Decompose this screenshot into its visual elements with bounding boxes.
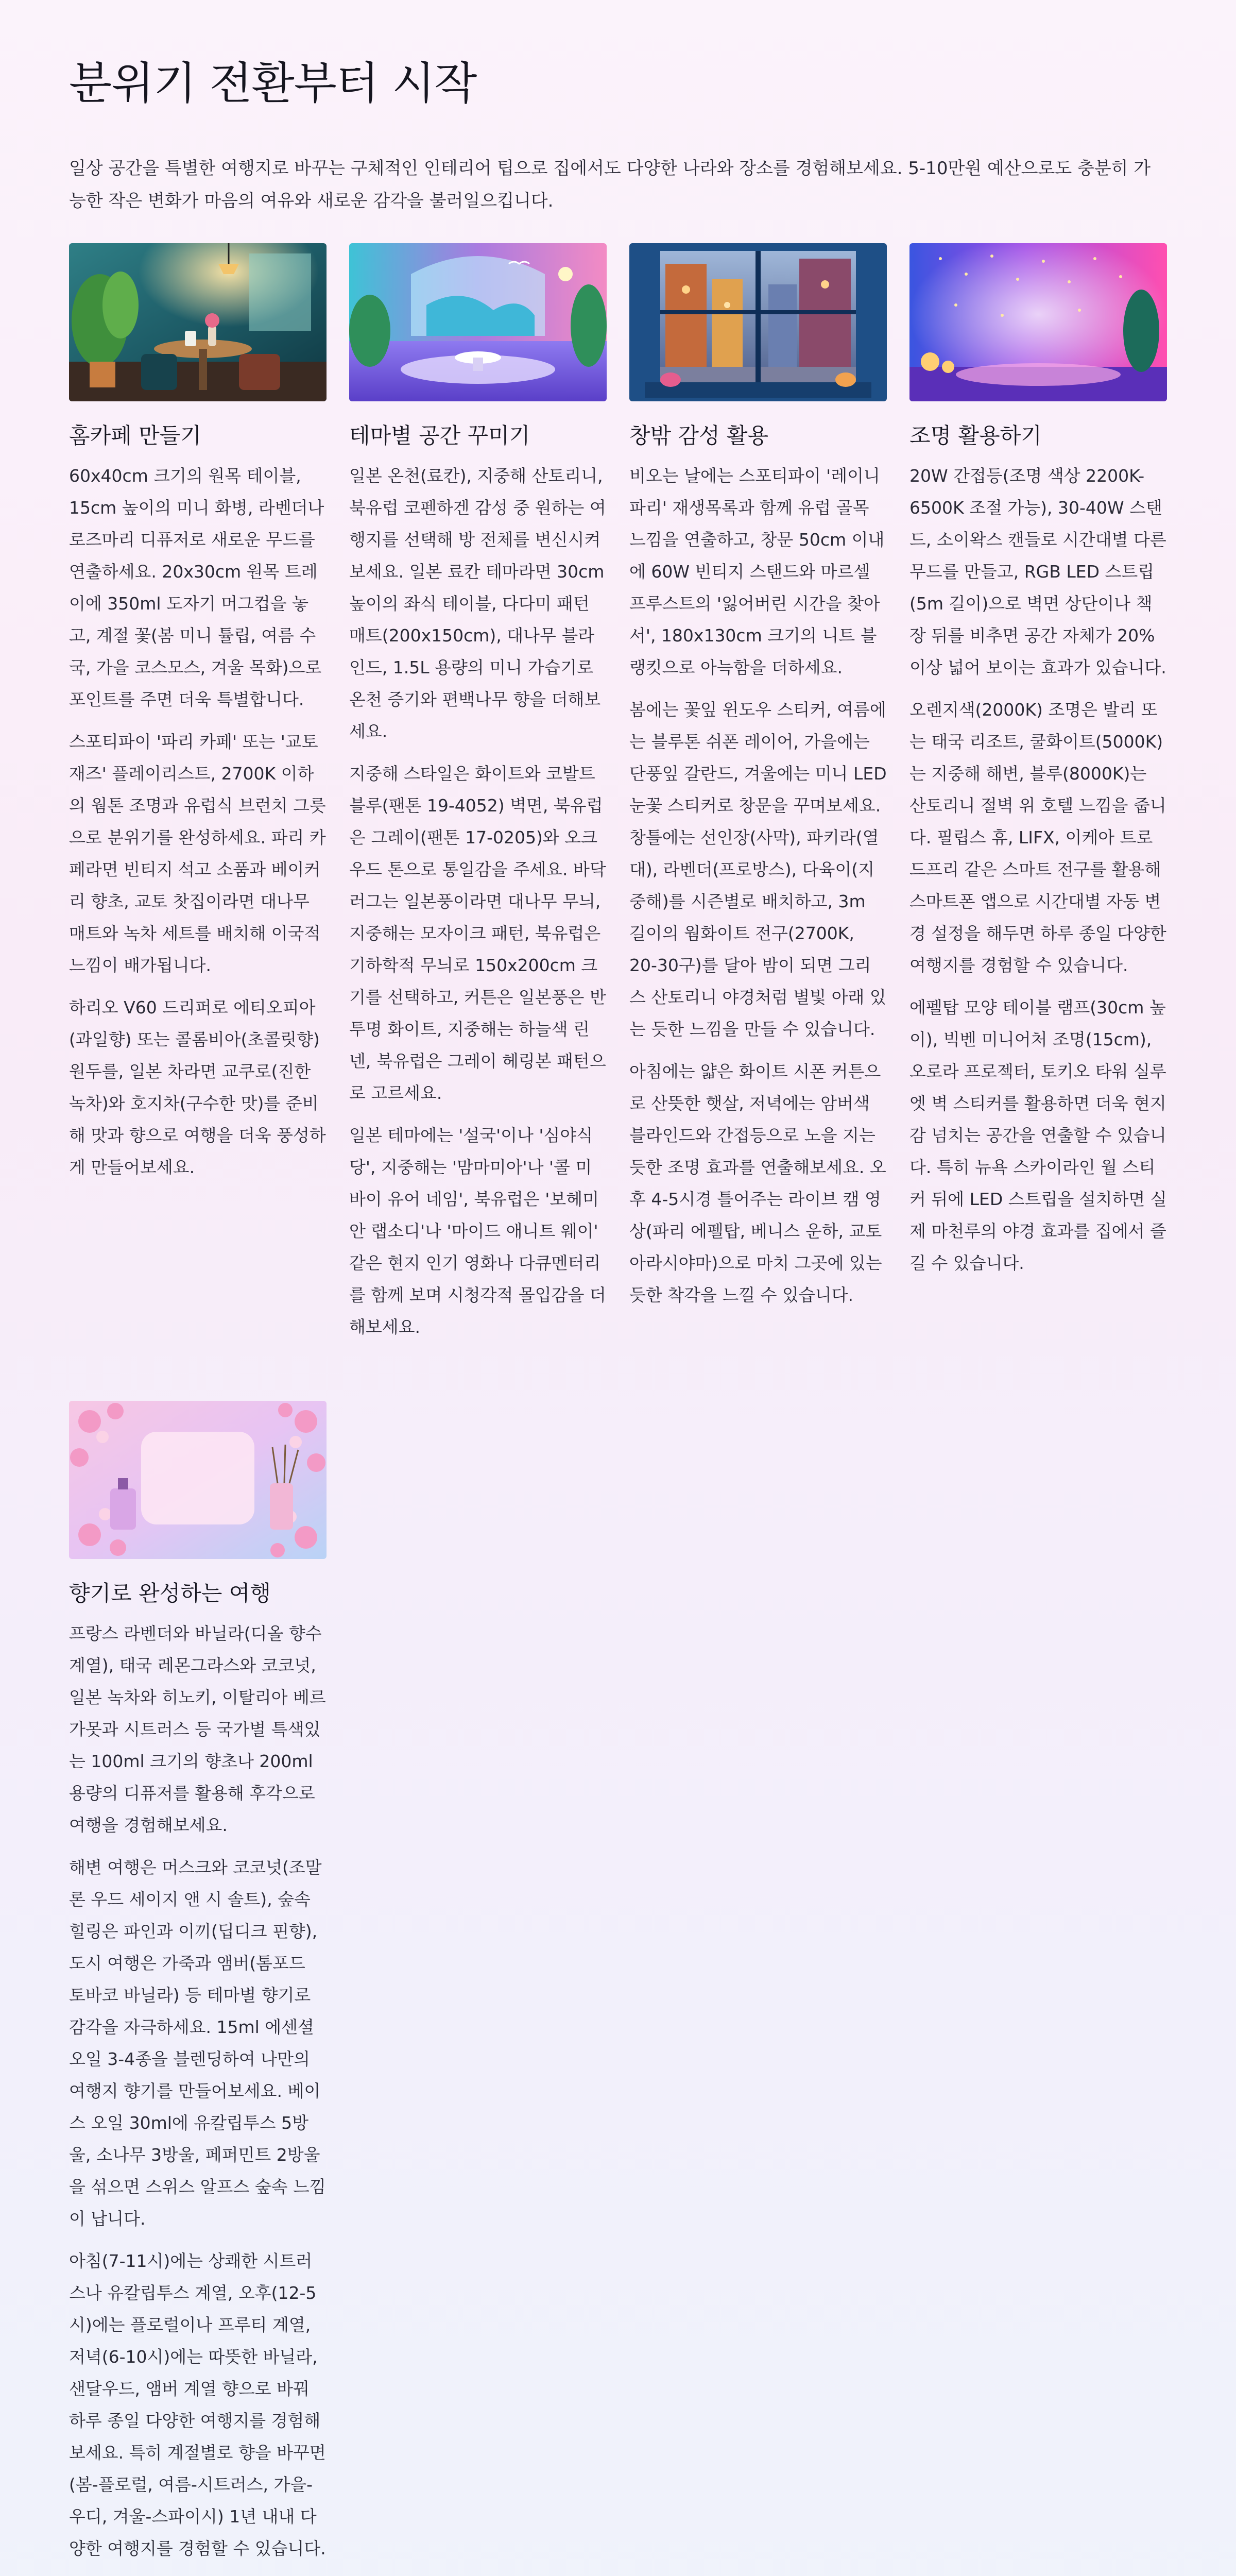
themed-room-image [349,243,607,401]
window-view-image [629,243,887,401]
card-title: 향기로 완성하는 여행 [69,1581,271,1606]
fragrance-image [69,1401,327,1559]
intro-paragraph: 일상 공간을 특별한 여행지로 바꾸는 구체적인 인테리어 팁으로 집에서도 다양한 나라와 장소를 경험해보세요. 5-10만원 예산으로도 충분히 가능한 작은 변화가 마음의 여유와 새로운 감각을 불러일으킵니다. [69,158,1151,211]
card-paragraph: 봄에는 꽃잎 윈도우 스티커, 여름에는 블루톤 쉬폰 레이어, 가을에는 단풍잎 갈란드, 겨울에는 미니 LED 눈꽃 스티커로 창문을 꾸며보세요. 창틀에는 선인장(사막), 파키라(열대), 라벤더(프로방스), 다육이(지중해)를 시즌별로 배치하고, 3m 길이의 웜화이트 전구(2700K, 20-30구)를 달아 밤이 되면 그리스 산토리니 야경처럼 별빛 아래 있는 듯한 느낌을 만들 수 있습니다. [629,700,887,1039]
card-themed-space [349,243,607,1353]
card-title: 테마별 공간 꾸미기 [349,423,530,448]
card-fragrance [69,1401,327,2575]
card-paragraph: 비오는 날에는 스포티파이 '레이니 파리' 재생목록과 함께 유럽 골목 느낌을 연출하고, 창문 50cm 이내에 60W 빈티지 스탠드와 마르셀 프루스트의 '잃어버린 시간을 찾아서', 180x130cm 크기의 니트 블랭킷으로 아늑함을 더하세요. [629,466,885,677]
card-paragraph: 60x40cm 크기의 원목 테이블, 15cm 높이의 미니 화병, 라벤더나 로즈마리 디퓨저로 새로운 무드를 연출하세요. 20x30cm 원목 트레이에 350ml 도자기 머그컵을 놓고, 계절 꽃(봄 미니 튤립, 여름 수국, 가을 코스모스, 겨울 목화)으로 포인트를 주면 더욱 특별합니다. [69,466,324,709]
card-paragraph: 아침(7-11시)에는 상쾌한 시트러스나 유칼립투스 계열, 오후(12-5시)에는 플로럴이나 프루티 계열, 저녁(6-10시)에는 따뜻한 바닐라, 샌달우드, 앰버 계열 향으로 바꿔 하루 종일 다양한 여행지를 경험해보세요. 특히 계절별로 향을 바꾸면(봄-플로럴, 여름-시트러스, 가을-우디, 겨울-스파이시) 1년 내내 다양한 여행지를 경험할 수 있습니다. [69,2251,326,2558]
card-paragraph: 해변 여행은 머스크와 코코넛(조말론 우드 세이지 앤 시 솔트), 숲속 힐링은 파인과 이끼(딥디크 핀향), 도시 여행은 가죽과 앰버(톰포드 토바코 바닐라) 등 테마별 향기로 감각을 자극하세요. 15ml 에센셜 오일 3-4종을 블렌딩하여 나만의 여행지 향기를 만들어보세요. 베이스 오일 30ml에 유칼립투스 5방울, 소나무 3방울, 페퍼민트 2방울을 섞으면 스위스 알프스 숲속 느낌이 납니다. [69,1857,326,2229]
card-paragraph: 아침에는 얇은 화이트 시폰 커튼으로 산뜻한 햇살, 저녁에는 암버색 블라인드와 간접등으로 노을 지는 듯한 조명 효과를 연출해보세요. 오후 4-5시경 틀어주는 라이브 캠 영상(파리 에펠탑, 베니스 운하, 교토 아라시야마)으로 마치 그곳에 있는 듯한 착각을 느낄 수 있습니다. [629,1061,886,1305]
card-paragraph: 프랑스 라벤더와 바닐라(디올 향수 계열), 태국 레몬그라스와 코코넛, 일본 녹차와 히노키, 이탈리아 베르가못과 시트러스 등 국가별 특색있는 100ml 크기의 향초나 200ml 용량의 디퓨저를 활용해 후각으로 여행을 경험해보세요. [69,1623,326,1835]
card-paragraph: 20W 간접등(조명 색상 2200K-6500K 조절 가능), 30-40W 스탠드, 소이왁스 캔들로 시간대별 다른 무드를 만들고, RGB LED 스트립(5m 길이)으로 벽면 상단이나 책장 뒤를 비추면 공간 자체가 20% 이상 넓어 보이는 효과가 있습니다. [909,466,1166,677]
card-title: 조명 활용하기 [909,423,1042,448]
card-lighting [909,243,1167,1290]
card-paragraph: 오렌지색(2000K) 조명은 발리 또는 태국 리조트, 쿨화이트(5000K)는 지중해 해변, 블루(8000K)는 산토리니 절벽 위 호텔 느낌을 줍니다. 필립스 휴, LIFX, 이케아 트로드프리 같은 스마트 전구를 활용해 스마트폰 앱으로 시간대별 자동 변경 설정을 해두면 하루 종일 다양한 여행지를 경험할 수 있습니다. [909,700,1166,975]
cafe-image [69,243,327,401]
page-title: 분위기 전환부터 시작 [69,58,477,109]
card-paragraph: 에펠탑 모양 테이블 램프(30cm 높이), 빅벤 미니어처 조명(15cm), 오로라 프로젝터, 토키오 타워 실루엣 벽 스티커를 활용하면 더욱 현지감 넘치는 공간을 연출할 수 있습니다. 특히 뉴욕 스카이라인 월 스티커 뒤에 LED 스트립을 설치하면 실제 마천루의 야경 효과를 집에서 즐길 수 있습니다. [909,997,1167,1273]
card-title: 홈카페 만들기 [69,423,201,448]
tips-grid [69,243,1167,2575]
card-window-view [629,243,887,1321]
card-paragraph: 일본 테마에는 '설국'이나 '심야식당', 지중해는 '맘마미아'나 '콜 미 바이 유어 네임', 북유럽은 '보헤미안 랩소디'나 '마이드 애니트 웨이' 같은 현지 인기 영화나 다큐멘터리를 함께 보며 시청각적 몰입감을 더해보세요. [349,1125,606,1337]
card-home-cafe [69,243,327,1194]
card-paragraph: 스포티파이 '파리 카페' 또는 '교토 재즈' 플레이리스트, 2700K 이하의 웜톤 조명과 유럽식 브런치 그릇으로 분위기를 완성하세요. 파리 카페라면 빈티지 석고 소품과 베이커리 향초, 교토 찻집이라면 대나무 매트와 녹차 세트를 배치해 이국적 느낌이 배가됩니다. [69,732,326,975]
card-title: 창밖 감성 활용 [629,423,769,448]
card-paragraph: 지중해 스타일은 화이트와 코발트 블루(팬톤 19-4052) 벽면, 북유럽은 그레이(팬톤 17-0205)와 오크 우드 톤으로 통일감을 주세요. 바닥 러그는 일본풍이라면 대나무 무늬, 지중해는 모자이크 패턴, 북유럽은 기하학적 무늬로 150x200cm 크기를 선택하고, 커튼은 일본풍은 반투명 화이트, 지중해는 하늘색 린넨, 북유럽은 그레이 헤링본 패턴으로 고르세요. [349,764,606,1103]
lighting-image [909,243,1167,401]
card-paragraph: 일본 온천(료칸), 지중해 산토리니, 북유럽 코펜하겐 감성 중 원하는 여행지를 선택해 방 전체를 변신시켜보세요. 일본 료칸 테마라면 30cm 높이의 좌식 테이블, 다다미 패턴 매트(200x150cm), 대나무 블라인드, 1.5L 용량의 미니 가습기로 온천 증기와 편백나무 향을 더해보세요. [349,466,606,741]
card-paragraph: 하리오 V60 드리퍼로 에티오피아(과일향) 또는 콜롬비아(초콜릿향) 원두를, 일본 차라면 교쿠로(진한 녹차)와 호지차(구수한 맛)를 준비해 맛과 향으로 여행을 더욱 풍성하게 만들어보세요. [69,997,326,1177]
